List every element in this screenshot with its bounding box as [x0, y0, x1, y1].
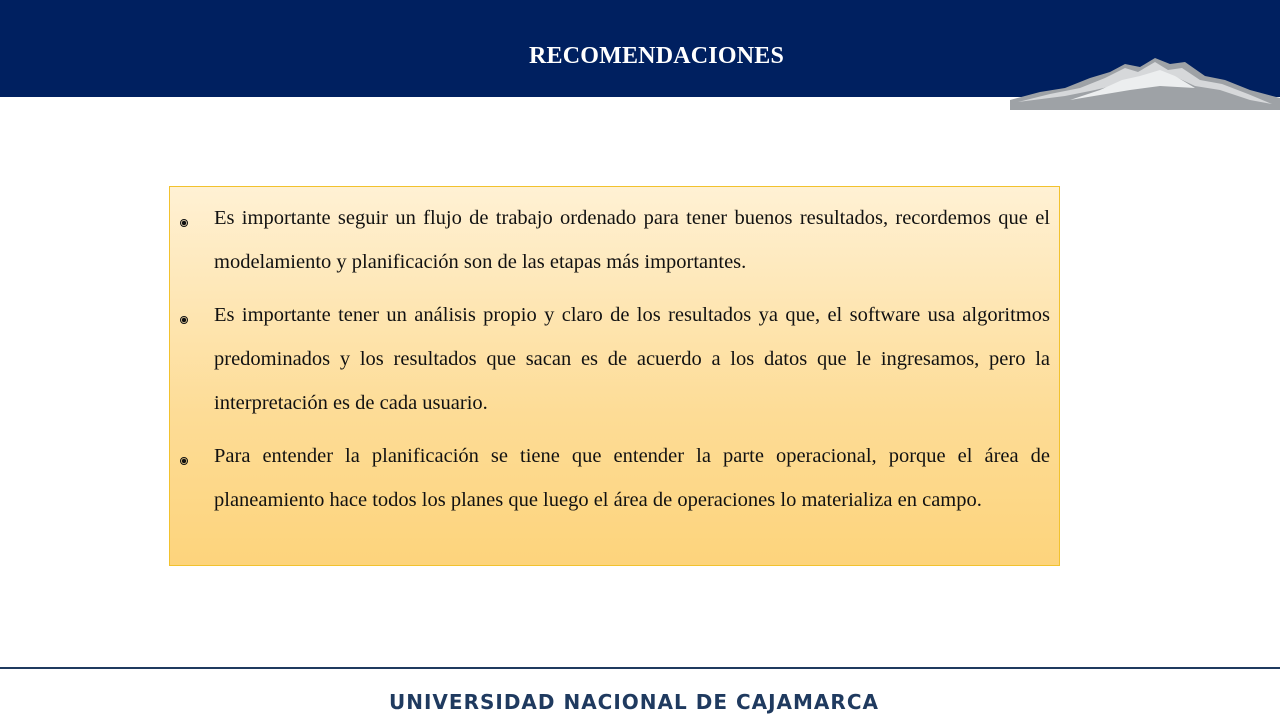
- list-item: [170, 293, 1059, 425]
- circle-bullet-icon: [180, 457, 188, 465]
- snowy-mountain-icon: [1010, 50, 1280, 110]
- footer-divider: [0, 667, 1280, 669]
- circle-bullet-icon: [180, 219, 188, 227]
- list-item: [170, 434, 1059, 522]
- header-bar: [0, 0, 1280, 97]
- list-item-text: Es importante seguir un flujo de trabajo ordenado para tener buenos resultados, recordemos que el modelamiento y planificación son de las etapas más importantes.: [214, 207, 1050, 273]
- list-item: [170, 196, 1059, 284]
- circle-bullet-icon: [180, 316, 188, 324]
- slide-title: RECOMENDACIONES: [528, 43, 785, 69]
- footer-institution-name: UNIVERSIDAD NACIONAL DE CAJAMARCA: [389, 690, 879, 714]
- list-item-text: Es importante tener un análisis propio y claro de los resultados ya que, el software usa algoritmos predominados y los resultados que sacan es de acuerdo a los datos que le ingresamos, pero la interpretación es de cada usuario.: [214, 304, 1050, 414]
- recommendations-list: [170, 196, 1059, 522]
- list-item-text: Para entender la planificación se tiene que entender la parte operacional, porque el área de planeamiento hace todos los planes que luego el área de operaciones lo materializa en campo.: [214, 445, 1050, 511]
- recommendations-box: [169, 186, 1060, 566]
